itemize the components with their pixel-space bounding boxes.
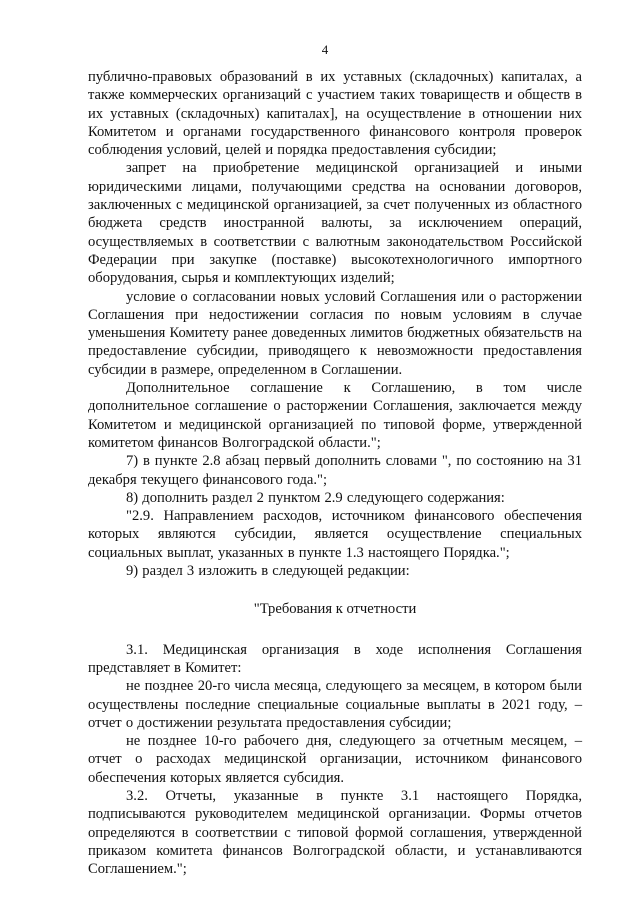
paragraph: 9) раздел 3 изложить в следующей редакции:	[126, 563, 410, 580]
paragraphs-after-heading	[88, 641, 582, 879]
page-number: 4	[321, 42, 329, 57]
paragraph: "2.9. Направлением расходов, источником финансового обеспечения которых являются субсидии, является осуществление специальных социальных выплат, указанных в пункте 1.3 настоящего Порядка.";	[88, 508, 582, 561]
paragraph: запрет на приобретение медицинской организацией и иными юридическими лицами, получающими средства на основании договоров, заключенных с медицинской организацией, за счет полученных из областного бюджета средств иностранной валюты, за исключением операций, осуществляемых в соответствии с валютным законодательством Российской Федерации при закупке (поставке) высокотехнологичного импортного оборудования, сырья и комплектующих изделий;	[88, 160, 582, 287]
paragraph: Дополнительное соглашение к Соглашению, в том числе дополнительное соглашение о расторжении Соглашения, заключается между Комитетом и медицинской организацией по типовой форме, утвержденной комитетом финансов Волгоградской области.";	[88, 380, 582, 451]
paragraph: 3.1. Медицинская организация в ходе исполнения Соглашения представляет в Комитет:	[88, 641, 582, 676]
document-page	[88, 42, 582, 878]
paragraph: не позднее 10-го рабочего дня, следующего за отчетным месяцем, – отчет о расходах медицинской организации, источником финансового обеспечения которых является субсидия.	[88, 733, 582, 786]
paragraph: не позднее 20-го числа месяца, следующего за месяцем, в котором были осуществлены последние специальные социальные выплаты в 2021 году, – отчет о достижении результата предоставления субсидии;	[88, 678, 582, 731]
paragraph: 8) дополнить раздел 2 пунктом 2.9 следующего содержания:	[126, 489, 505, 506]
paragraph: 7) в пункте 2.8 абзац первый дополнить словами ", по состоянию на 31 декабря текущего финансового года.";	[88, 453, 582, 488]
paragraph: 3.2. Отчеты, указанные в пункте 3.1 настоящего Порядка, подписываются руководителем медицинской организации. Формы отчетов определяются в соответствии с типовой формой соглашения, утвержденной приказом комитета финансов Волгоградской области, и устанавливаются Соглашением.";	[88, 787, 582, 878]
paragraph: условие о согласовании новых условий Соглашения или о расторжении Соглашения при недостижении согласия по новым условиям в случае уменьшения Комитету ранее доведенных лимитов бюджетных обязательств на предоставление субсидии, приводящего к невозможности предоставления субсидии в размере, определенном в Соглашении.	[88, 288, 582, 378]
paragraph: публично-правовых образований в их уставных (складочных) капиталах, а также коммерческих организаций с участием таких товариществ и обществ в их уставных (складочных) капиталах], на осуществление в отношении них Комитетом и органами государственного финансового контроля проверок соблюдения условий, целей и порядка предоставления субсидии;	[88, 69, 582, 159]
section-heading: "Требования к отчетности	[253, 601, 417, 618]
paragraphs-before-heading	[88, 68, 582, 580]
